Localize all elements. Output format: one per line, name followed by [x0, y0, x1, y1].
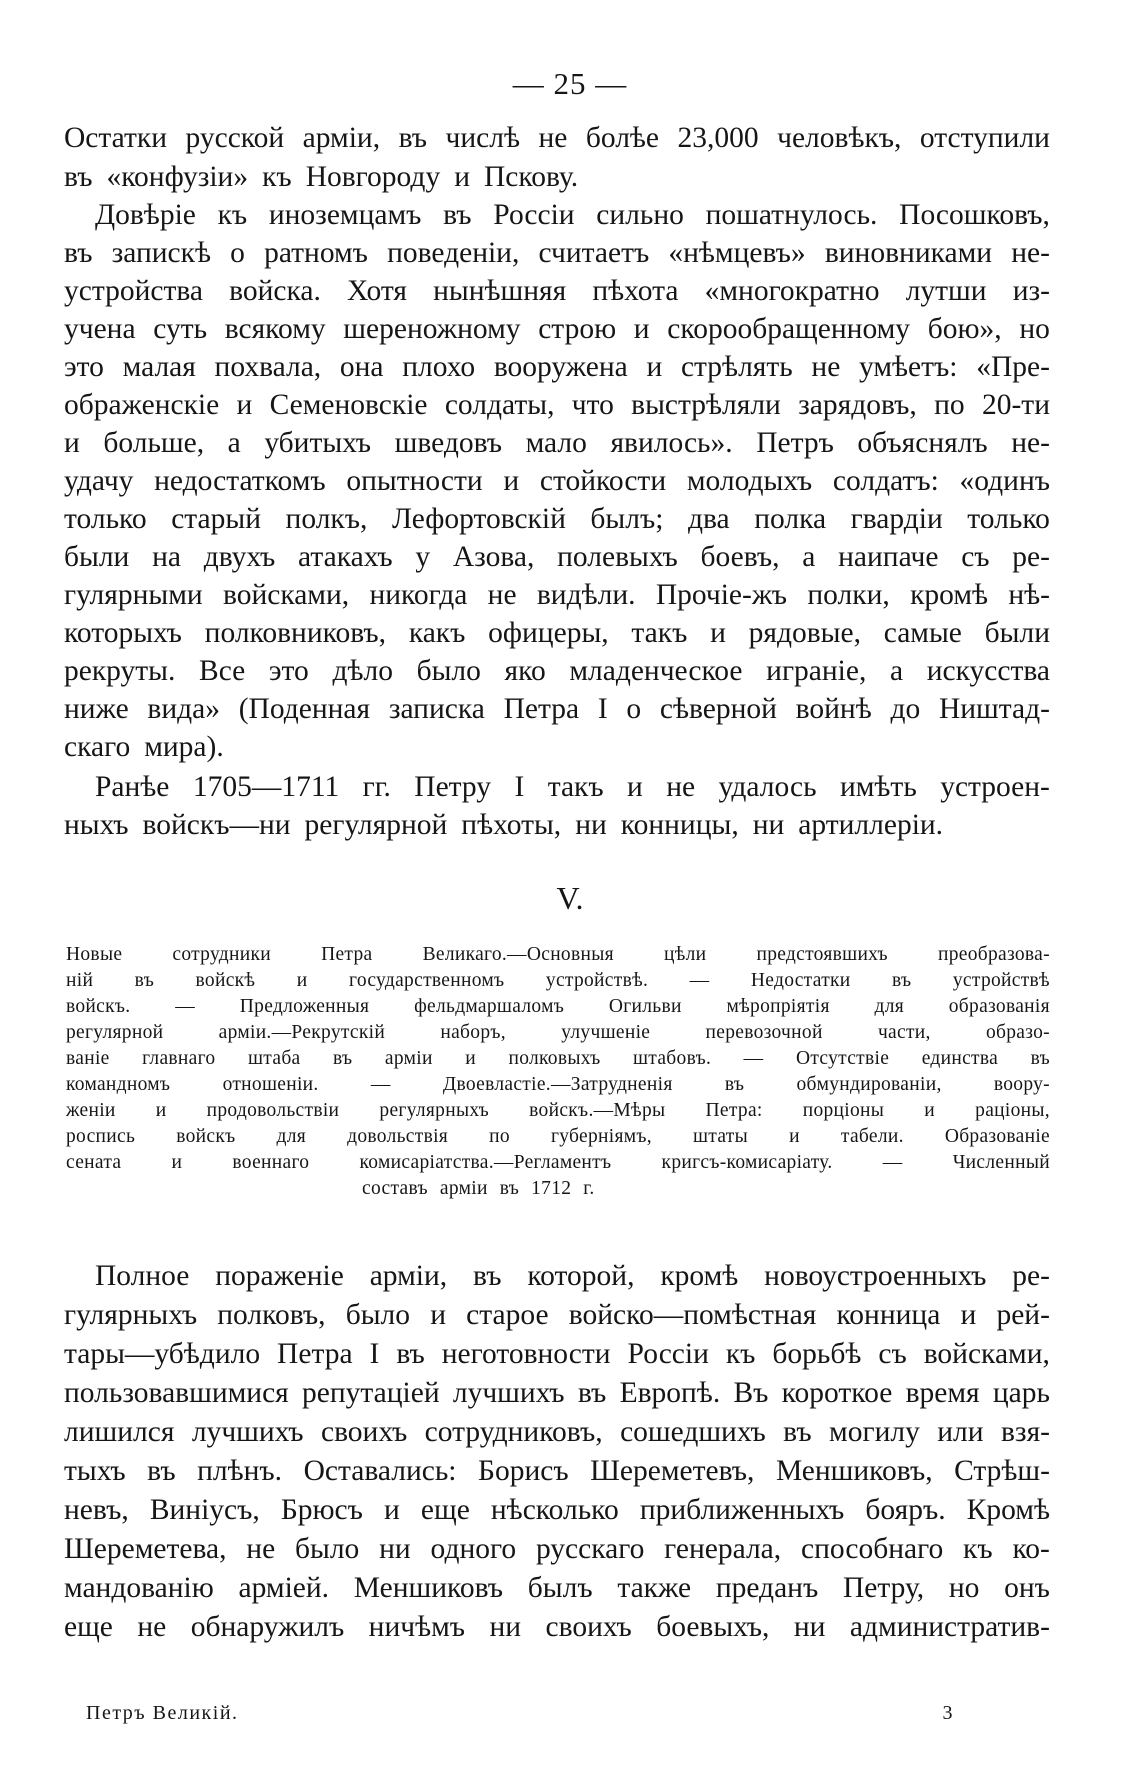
text-line: ображенскіе и Семеновскіе солдаты, что выстрѣляли зарядовъ, по 20-ти: [64, 389, 1050, 421]
text-line: только старый полкъ, Лефортовскій былъ; два полка гвардіи только: [64, 503, 1050, 535]
page-footer: [86, 1702, 954, 1725]
section-number: V.: [556, 880, 584, 916]
text-line: которыхъ полковниковъ, какъ офицеры, такъ и рядовые, самые были: [64, 617, 1050, 649]
summary-line: сената и военнаго комисаріатства.—Регламентъ кригсъ-комисаріату. — Численный: [66, 1152, 1050, 1173]
text-line: удачу недостаткомъ опытности и стойкости молодыхъ солдатъ: «одинъ: [64, 465, 1050, 497]
text-line: рекруты. Все это дѣло было яко младенческое играніе, а искусства: [64, 655, 1050, 687]
text-line: Шереметева, не было ни одного русскаго генерала, способнаго къ ко-: [64, 1533, 1050, 1565]
summary-line: женіи и продовольствіи регулярныхъ войскъ.—Мѣры Петра: порціоны и раціоны,: [66, 1100, 1050, 1121]
text-line: скаго мира).: [64, 731, 224, 763]
text-line: пользовавшимися репутаціей лучшихъ въ Европѣ. Въ короткое время царь: [64, 1377, 1050, 1409]
text-line: и больше, а убитыхъ шведовъ мало явилось». Петръ объяснялъ не-: [64, 427, 1050, 459]
summary-line: роспись войскъ для довольствія по губерніямъ, штаты и табели. Образованіе: [66, 1126, 1050, 1147]
text-line: Ранѣе 1705—1711 гг. Петру I такъ и не удалось имѣть устроен-: [95, 771, 1050, 803]
summary-line: регулярной арміи.—Рекрутскій наборъ, улучшеніе перевозочной части, образо-: [66, 1022, 1050, 1043]
text-line: ниже вида» (Поденная записка Петра I о сѣверной войнѣ до Ништад-: [64, 693, 1050, 725]
text-line: устройства войска. Хотя нынѣшняя пѣхота «многократно лутши из-: [64, 275, 1050, 307]
text-line: Полное пораженіе арміи, въ которой, кромѣ новоустроенныхъ ре-: [95, 1260, 1050, 1292]
summary-line: ваніе главнаго штаба въ арміи и полковыхъ штабовъ. — Отсутствіе единства въ: [66, 1048, 1050, 1069]
summary-line: командномъ отношеніи. — Двоевластіе.—Затрудненія въ обмундированіи, воору-: [66, 1074, 1050, 1095]
summary-line: составъ арміи въ 1712 г.: [362, 1178, 595, 1199]
text-line: Остатки русской арміи, въ числѣ не болѣе 23,000 человѣкъ, отступили: [64, 122, 1050, 154]
text-line: въ «конфузіи» къ Новгороду и Пскову.: [64, 161, 579, 193]
text-line: тары—убѣдило Петра I въ неготовности Россіи къ борьбѣ съ войсками,: [64, 1338, 1050, 1370]
text-line: гулярныхъ полковъ, было и старое войско—помѣстная конница и рей-: [64, 1299, 1050, 1331]
text-line: ныхъ войскъ—ни регулярной пѣхоты, ни конницы, ни артиллеріи.: [64, 809, 944, 841]
text-line: еще не обнаружилъ ничѣмъ ни своихъ боевыхъ, ни административ-: [64, 1611, 1050, 1643]
text-line: гулярными войсками, никогда не видѣли. Прочіе-жъ полки, кромѣ нѣ-: [64, 579, 1050, 611]
text-line: невъ, Виніусъ, Брюсъ и еще нѣсколько приближенныхъ бояръ. Кромѣ: [64, 1494, 1050, 1526]
footer-signature: Петръ Великій.: [86, 1702, 239, 1724]
text-line: мандованію арміей. Меншиковъ былъ также преданъ Петру, но онъ: [64, 1572, 1050, 1604]
text-line: учена суть всякому шереножному строю и скорообращенному бою», но: [64, 313, 1050, 345]
text-line: въ запискѣ о ратномъ поведеніи, считаетъ «нѣмцевъ» виновниками не-: [64, 237, 1050, 269]
summary-line: войскъ. — Предложенныя фельдмаршаломъ Огильви мѣропріятія для образованія: [66, 996, 1050, 1017]
summary-line: ній въ войскѣ и государственномъ устройствѣ. — Недостатки въ устройствѣ: [66, 970, 1050, 991]
text-line: это малая похвала, она плохо вооружена и стрѣлять не умѣетъ: «Пре-: [64, 351, 1050, 383]
page-number: — 25 —: [512, 66, 628, 101]
text-line: были на двухъ атакахъ у Азова, полевыхъ боевъ, а наипаче съ ре-: [64, 541, 1050, 573]
text-line: тыхъ въ плѣнъ. Оставались: Борисъ Шереметевъ, Меншиковъ, Стрѣш-: [64, 1455, 1050, 1487]
summary-line: Новые сотрудники Петра Великаго.—Основныя цѣли предстоявшихъ преобразова-: [66, 944, 1050, 965]
text-line: лишился лучшихъ своихъ сотрудниковъ, сошедшихъ въ могилу или взя-: [64, 1416, 1050, 1448]
text-line: Довѣріе къ иноземцамъ въ Россіи сильно пошатнулось. Посошковъ,: [95, 199, 1050, 231]
sheet-number: 3: [942, 1702, 954, 1724]
